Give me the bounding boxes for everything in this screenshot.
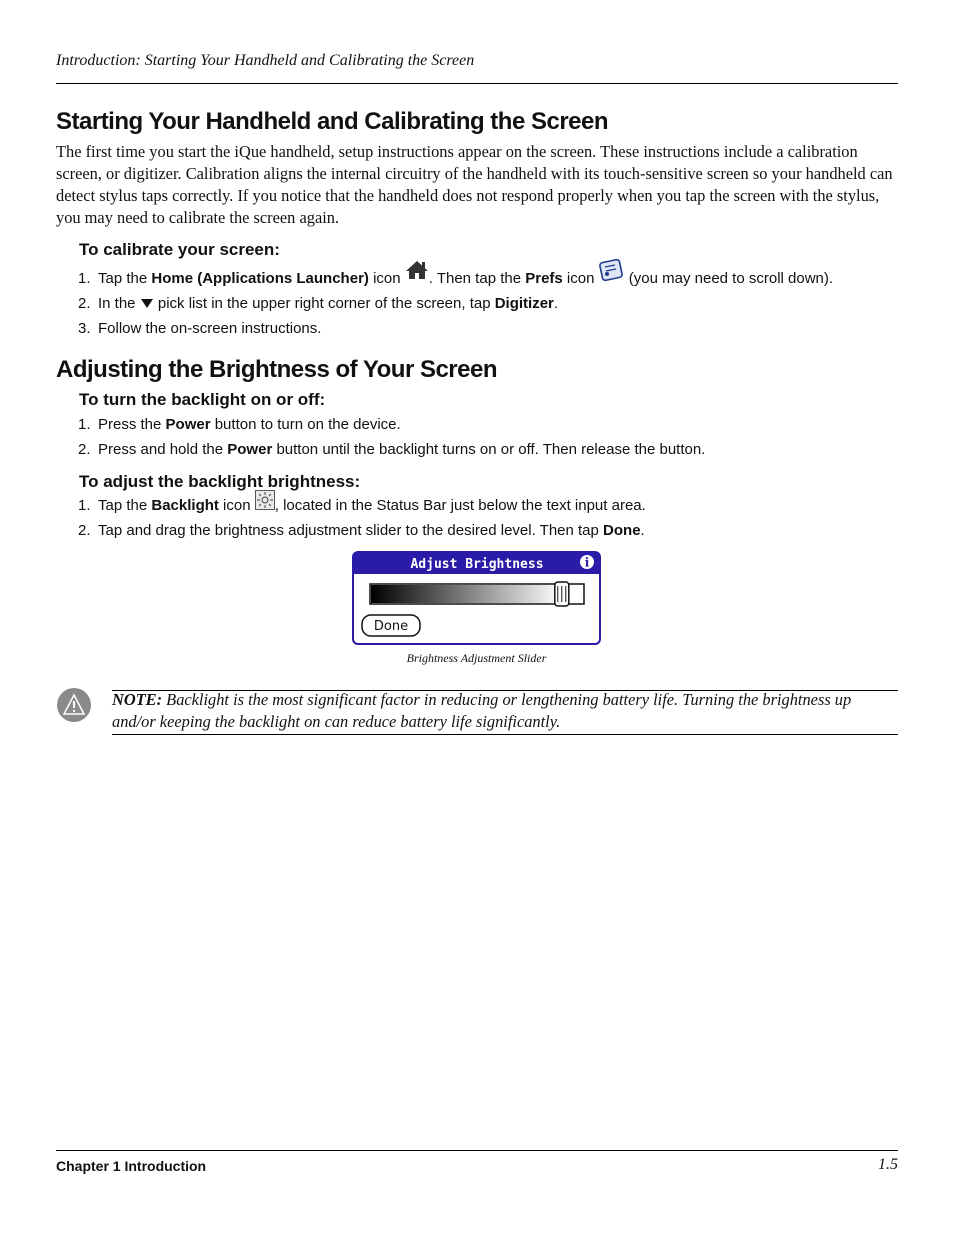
- triangle-down-icon: [140, 296, 154, 313]
- svg-text:i: i: [584, 555, 590, 570]
- brightness-step-1: 1. Tap the Backlight icon , located in the Status Bar just below the text input area.: [78, 497, 646, 514]
- header-rule: [56, 83, 898, 84]
- backlight-step-1: 1. Press the Power button to turn on the device.: [78, 416, 401, 433]
- calibrate-step-1: 1. Tap the Home (Applications Launcher) icon . Then tap the Prefs icon (you may need to scroll down).: [78, 270, 833, 288]
- note-text: NOTE: Backlight is the most significant factor in reducing or lengthening battery life. Turning the brightness up and/or keeping the backlight on can reduce battery life significantly.: [112, 690, 852, 731]
- section-title-calibrate: Starting Your Handheld and Calibrating the Screen: [56, 108, 609, 135]
- adjust-brightness-dialog: [352, 551, 601, 645]
- subhead-adjust-brightness: To adjust the backlight brightness:: [79, 472, 361, 491]
- subhead-calibrate: To calibrate your screen:: [79, 240, 280, 259]
- home-icon: [405, 260, 429, 284]
- brightness-step-2: 2. Tap and drag the brightness adjustment slider to the desired level. Then tap Done.: [78, 522, 645, 539]
- calibrate-step-2: 2. In the pick list in the upper right corner of the screen, tap Digitizer.: [78, 295, 559, 312]
- backlight-icon: [255, 490, 275, 514]
- calibrate-step-3: 3. Follow the on-screen instructions.: [78, 320, 322, 337]
- dialog-title: Adjust Brightness: [410, 557, 544, 572]
- subhead-turn-backlight: To turn the backlight on or off:: [79, 390, 326, 409]
- brightness-slider-thumb[interactable]: [555, 582, 569, 606]
- note-rule-bottom: [112, 734, 898, 735]
- section-title-brightness: Adjusting the Brightness of Your Screen: [56, 356, 497, 383]
- done-button[interactable]: [362, 615, 420, 636]
- svg-text:Done[interactable]: Done: [373, 619, 409, 634]
- footer-chapter: Chapter 1 Introduction: [56, 1158, 207, 1174]
- figure-caption: Brightness Adjustment Slider: [406, 651, 547, 665]
- intro-paragraph: The first time you start the iQue handheld, setup instructions appear on the screen. These instructions include a calibration screen, or digitizer. Calibration aligns the internal circuitry of the handheld with its touch-sensitive screen so your handheld can detect stylus taps correctly. If you notice that the handheld does not respond properly when you tap the screen with the stylus, you may need to calibrate the screen again.: [56, 142, 893, 227]
- caution-icon: [56, 687, 92, 723]
- backlight-step-2: 2. Press and hold the Power button until the backlight turns on or off. Then release the button.: [78, 441, 706, 458]
- manual-page: [56, 0, 898, 1235]
- running-head: Introduction: Starting Your Handheld and Calibrating the Screen: [56, 52, 475, 69]
- page-number: 1.5: [878, 1156, 898, 1173]
- prefs-icon: [599, 258, 625, 288]
- footer-rule: [56, 1150, 898, 1151]
- brightness-slider-fill: [371, 585, 562, 603]
